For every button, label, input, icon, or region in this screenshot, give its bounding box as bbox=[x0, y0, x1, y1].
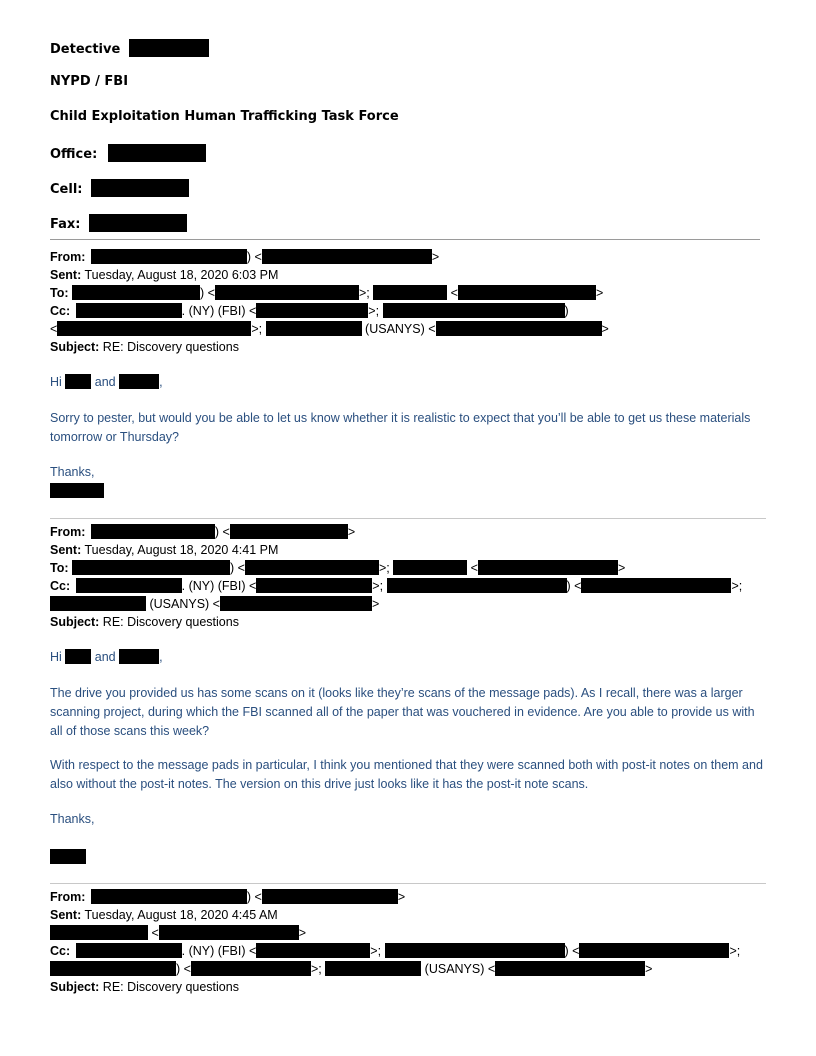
subject-text: RE: Discovery questions bbox=[102, 340, 239, 354]
email-1-sent bbox=[50, 266, 278, 284]
redaction bbox=[262, 889, 398, 904]
redaction bbox=[458, 285, 596, 300]
redaction bbox=[119, 374, 159, 389]
greeting-and: and bbox=[94, 375, 116, 389]
signature-fax-line bbox=[50, 214, 187, 232]
redaction bbox=[325, 961, 421, 976]
email-1-greeting bbox=[50, 373, 163, 392]
signature-agency: NYPD / FBI bbox=[50, 74, 129, 89]
greeting-and: and bbox=[94, 650, 116, 664]
greeting-comma: , bbox=[159, 375, 163, 389]
email-3-cc-cont: ) < >; (USANYS) < > bbox=[50, 960, 652, 978]
redaction-office bbox=[108, 144, 206, 162]
email-3-from: From: ) < > bbox=[50, 890, 406, 904]
email-2-sender-signature bbox=[50, 849, 86, 864]
redaction bbox=[579, 943, 729, 958]
email-1-sender-signature bbox=[50, 483, 104, 498]
cc-label: Cc: bbox=[50, 304, 71, 318]
email-2-cc-cont: (USANYS) < > bbox=[50, 595, 379, 613]
cc-label: Cc: bbox=[50, 579, 71, 593]
redaction bbox=[50, 961, 176, 976]
redaction bbox=[256, 303, 368, 318]
redaction bbox=[76, 943, 182, 958]
email-1-cc-cont: < >; (USANYS) < > bbox=[50, 322, 609, 336]
email-2-from: From: ) < > bbox=[50, 525, 356, 539]
greeting-hi: Hi bbox=[50, 650, 62, 664]
email-1-to: To: ) < >; < > bbox=[50, 286, 604, 300]
sent-label: Sent: bbox=[50, 268, 82, 282]
redaction bbox=[191, 961, 311, 976]
email-3-to: < > bbox=[50, 924, 306, 942]
cc-label: Cc: bbox=[50, 944, 71, 958]
cc-agency: . (NY) (FBI) < bbox=[181, 944, 257, 958]
redaction bbox=[76, 578, 182, 593]
subject-text: RE: Discovery questions bbox=[102, 615, 239, 629]
to-label: To: bbox=[50, 286, 69, 300]
redaction bbox=[436, 321, 602, 336]
sent-label: Sent: bbox=[50, 543, 82, 557]
email-1-body bbox=[50, 409, 762, 447]
redaction bbox=[383, 303, 565, 318]
cell-label: Cell: bbox=[50, 182, 83, 197]
separator-line bbox=[50, 239, 760, 240]
redaction-cell bbox=[91, 179, 189, 197]
cc-usanys: (USANYS) < bbox=[421, 962, 496, 976]
redaction bbox=[478, 560, 618, 575]
redaction bbox=[91, 524, 215, 539]
redaction bbox=[256, 943, 370, 958]
email-2-sent bbox=[50, 541, 278, 559]
greeting-hi: Hi bbox=[50, 375, 62, 389]
from-label: From: bbox=[50, 525, 86, 539]
redaction bbox=[495, 961, 645, 976]
redaction bbox=[245, 560, 379, 575]
redaction bbox=[159, 925, 299, 940]
redaction bbox=[256, 578, 372, 593]
redaction bbox=[230, 524, 348, 539]
redaction bbox=[91, 249, 247, 264]
subject-text: RE: Discovery questions bbox=[102, 980, 239, 994]
redaction bbox=[262, 249, 432, 264]
redaction bbox=[119, 649, 159, 664]
signature-title: Detective bbox=[50, 42, 121, 57]
email-2-closing: Thanks, bbox=[50, 812, 95, 826]
redaction bbox=[65, 374, 91, 389]
cc-usanys: (USANYS) < bbox=[361, 322, 436, 336]
email-2-subject bbox=[50, 613, 239, 631]
email-1-cc: Cc: . (NY) (FBI) < >; ) bbox=[50, 304, 569, 318]
sent-date: Tuesday, August 18, 2020 6:03 PM bbox=[84, 268, 279, 282]
email-1-closing: Thanks, bbox=[50, 465, 95, 479]
signature-title-line bbox=[50, 39, 209, 57]
redaction bbox=[215, 285, 359, 300]
email-2-greeting bbox=[50, 648, 163, 667]
redaction bbox=[220, 596, 372, 611]
redaction bbox=[65, 649, 91, 664]
body-paragraph: With respect to the message pads in particular, I think you mentioned that they were scanned both with post-it notes on them and also without the post-it notes. The version on this drive just looks like it has the post-it note scans. bbox=[50, 758, 763, 791]
email-3-cc: Cc: . (NY) (FBI) < >; ) < >; bbox=[50, 944, 741, 958]
from-label: From: bbox=[50, 250, 86, 264]
email-2-to: To: ) < >; < > bbox=[50, 561, 626, 575]
redaction-fax bbox=[89, 214, 187, 232]
redaction bbox=[76, 303, 182, 318]
fax-label: Fax: bbox=[50, 217, 81, 232]
signature-unit: Child Exploitation Human Trafficking Task Force bbox=[50, 109, 399, 124]
sent-label: Sent: bbox=[50, 908, 82, 922]
office-label: Office: bbox=[50, 147, 98, 162]
redaction bbox=[50, 925, 148, 940]
signature-cell-line bbox=[50, 179, 189, 197]
redaction bbox=[581, 578, 731, 593]
email-3-sent bbox=[50, 906, 278, 924]
redaction bbox=[50, 849, 86, 864]
cc-usanys: (USANYS) < bbox=[146, 597, 220, 611]
redaction bbox=[266, 321, 362, 336]
subject-label: Subject: bbox=[50, 340, 100, 354]
subject-label: Subject: bbox=[50, 615, 100, 629]
redaction bbox=[393, 560, 467, 575]
to-label: To: bbox=[50, 561, 69, 575]
redaction bbox=[72, 560, 230, 575]
signature-office-line bbox=[50, 144, 206, 162]
redaction bbox=[373, 285, 447, 300]
greeting-comma: , bbox=[159, 650, 163, 664]
redaction bbox=[57, 321, 251, 336]
email-2-body-2 bbox=[50, 756, 766, 794]
from-label: From: bbox=[50, 890, 86, 904]
email-1-from: From: ) < > bbox=[50, 250, 440, 264]
redaction-name bbox=[129, 39, 209, 57]
cc-agency: . (NY) (FBI) < bbox=[181, 579, 257, 593]
email-separator bbox=[50, 518, 766, 519]
email-separator bbox=[50, 883, 766, 884]
subject-label: Subject: bbox=[50, 980, 100, 994]
body-paragraph: Sorry to pester, but would you be able to let us know whether it is realistic to expect that you’ll be able to get us these materials tomorrow or Thursday? bbox=[50, 411, 751, 444]
body-paragraph: The drive you provided us has some scans on it (looks like they’re scans of the message pads). As I recall, there was a larger scanning project, during which the FBI scanned all of the paper that was vouchered in evidence. Are you able to provide us with all of those scans this week? bbox=[50, 686, 755, 738]
email-3-subject bbox=[50, 978, 239, 996]
sent-date: Tuesday, August 18, 2020 4:45 AM bbox=[84, 908, 278, 922]
redaction bbox=[50, 596, 146, 611]
redaction bbox=[385, 943, 565, 958]
email-2-body bbox=[50, 684, 766, 741]
sent-date: Tuesday, August 18, 2020 4:41 PM bbox=[84, 543, 279, 557]
email-2-cc: Cc: . (NY) (FBI) < >; ) < >; bbox=[50, 579, 743, 593]
redaction bbox=[387, 578, 567, 593]
redaction bbox=[50, 483, 104, 498]
redaction bbox=[72, 285, 200, 300]
cc-agency: . (NY) (FBI) < bbox=[181, 304, 257, 318]
email-1-subject bbox=[50, 338, 239, 356]
redaction bbox=[91, 889, 247, 904]
